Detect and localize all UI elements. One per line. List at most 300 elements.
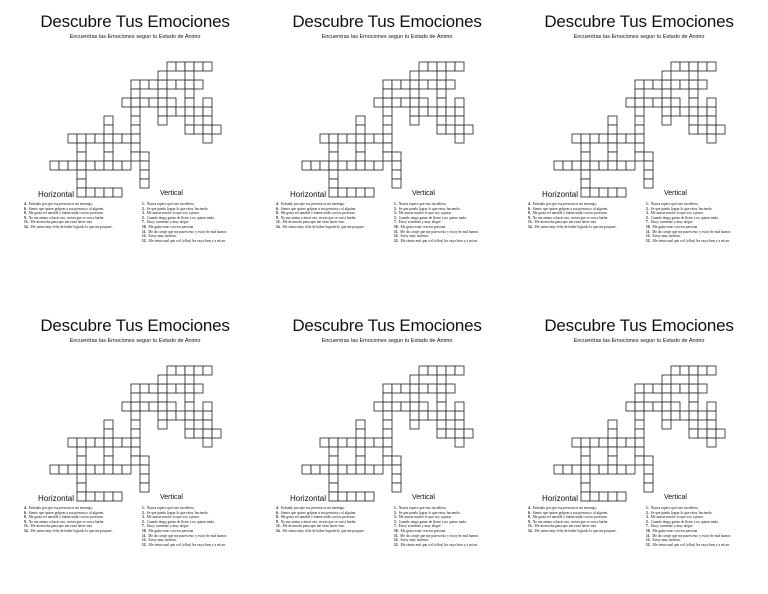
- crossword-cell[interactable]: [401, 80, 410, 89]
- crossword-cell[interactable]: [590, 438, 599, 447]
- crossword-cell[interactable]: [671, 384, 680, 393]
- crossword-cell[interactable]: [176, 80, 185, 89]
- crossword-cell[interactable]: [707, 402, 716, 411]
- crossword-cell[interactable]: [158, 89, 167, 98]
- crossword-cell[interactable]: [689, 393, 698, 402]
- crossword-cell[interactable]: [158, 116, 167, 125]
- crossword-cell[interactable]: [338, 492, 347, 501]
- crossword-cell[interactable]: [140, 80, 149, 89]
- crossword-cell[interactable]: [50, 161, 59, 170]
- crossword-cell[interactable]: [329, 179, 338, 188]
- crossword-cell[interactable]: [356, 447, 365, 456]
- crossword-cell[interactable]: [644, 80, 653, 89]
- crossword-cell[interactable]: [581, 152, 590, 161]
- crossword-cell[interactable]: [464, 429, 473, 438]
- crossword-cell[interactable]: [383, 393, 392, 402]
- crossword-cell[interactable]: [410, 80, 419, 89]
- crossword-cell[interactable]: [356, 161, 365, 170]
- crossword-cell[interactable]: [167, 402, 176, 411]
- crossword-cell[interactable]: [77, 465, 86, 474]
- crossword-cell[interactable]: [689, 411, 698, 420]
- crossword-cell[interactable]: [383, 125, 392, 134]
- crossword-cell[interactable]: [662, 393, 671, 402]
- crossword-cell[interactable]: [356, 188, 365, 197]
- crossword-cell[interactable]: [140, 456, 149, 465]
- crossword-cell[interactable]: [608, 456, 617, 465]
- crossword-cell[interactable]: [329, 152, 338, 161]
- crossword-cell[interactable]: [428, 80, 437, 89]
- crossword-cell[interactable]: [590, 161, 599, 170]
- crossword-cell[interactable]: [671, 366, 680, 375]
- crossword-cell[interactable]: [392, 384, 401, 393]
- crossword-cell[interactable]: [446, 366, 455, 375]
- crossword-cell[interactable]: [401, 98, 410, 107]
- crossword-cell[interactable]: [365, 492, 374, 501]
- crossword-cell[interactable]: [437, 89, 446, 98]
- crossword-cell[interactable]: [455, 134, 464, 143]
- crossword-cell[interactable]: [104, 465, 113, 474]
- crossword-cell[interactable]: [644, 170, 653, 179]
- crossword-cell[interactable]: [383, 438, 392, 447]
- crossword-cell[interactable]: [617, 134, 626, 143]
- crossword-cell[interactable]: [689, 107, 698, 116]
- crossword-cell[interactable]: [329, 134, 338, 143]
- crossword-cell[interactable]: [581, 134, 590, 143]
- crossword-cell[interactable]: [122, 134, 131, 143]
- crossword-cell[interactable]: [194, 80, 203, 89]
- crossword-cell[interactable]: [95, 188, 104, 197]
- crossword-cell[interactable]: [131, 456, 140, 465]
- crossword-cell[interactable]: [167, 62, 176, 71]
- crossword-cell[interactable]: [608, 420, 617, 429]
- crossword-cell[interactable]: [383, 80, 392, 89]
- crossword-cell[interactable]: [140, 179, 149, 188]
- crossword-cell[interactable]: [104, 161, 113, 170]
- crossword-cell[interactable]: [365, 134, 374, 143]
- crossword-cell[interactable]: [410, 420, 419, 429]
- crossword-cell[interactable]: [77, 134, 86, 143]
- crossword-cell[interactable]: [716, 125, 725, 134]
- crossword-cell[interactable]: [86, 492, 95, 501]
- crossword-cell[interactable]: [185, 420, 194, 429]
- crossword-cell[interactable]: [464, 125, 473, 134]
- crossword-cell[interactable]: [707, 134, 716, 143]
- crossword-cell[interactable]: [635, 125, 644, 134]
- crossword-cell[interactable]: [338, 438, 347, 447]
- crossword-cell[interactable]: [77, 474, 86, 483]
- crossword-cell[interactable]: [689, 420, 698, 429]
- crossword-cell[interactable]: [347, 465, 356, 474]
- crossword-cell[interactable]: [68, 465, 77, 474]
- crossword-cell[interactable]: [437, 375, 446, 384]
- crossword-cell[interactable]: [689, 375, 698, 384]
- crossword-cell[interactable]: [635, 447, 644, 456]
- crossword-cell[interactable]: [383, 402, 392, 411]
- crossword-cell[interactable]: [437, 125, 446, 134]
- crossword-cell[interactable]: [572, 438, 581, 447]
- crossword-cell[interactable]: [320, 134, 329, 143]
- crossword-cell[interactable]: [203, 125, 212, 134]
- crossword-cell[interactable]: [689, 80, 698, 89]
- crossword-cell[interactable]: [131, 107, 140, 116]
- crossword-cell[interactable]: [635, 143, 644, 152]
- crossword-cell[interactable]: [410, 107, 419, 116]
- crossword-cell[interactable]: [356, 152, 365, 161]
- crossword-cell[interactable]: [635, 116, 644, 125]
- crossword-cell[interactable]: [635, 107, 644, 116]
- crossword-cell[interactable]: [392, 474, 401, 483]
- crossword-cell[interactable]: [392, 161, 401, 170]
- crossword-cell[interactable]: [131, 411, 140, 420]
- crossword-cell[interactable]: [635, 80, 644, 89]
- crossword-cell[interactable]: [671, 402, 680, 411]
- crossword-cell[interactable]: [392, 465, 401, 474]
- crossword-cell[interactable]: [329, 456, 338, 465]
- crossword-cell[interactable]: [671, 107, 680, 116]
- crossword-cell[interactable]: [455, 62, 464, 71]
- crossword-cell[interactable]: [329, 143, 338, 152]
- crossword-cell[interactable]: [176, 366, 185, 375]
- crossword-cell[interactable]: [194, 411, 203, 420]
- crossword-cell[interactable]: [131, 98, 140, 107]
- crossword-cell[interactable]: [383, 411, 392, 420]
- crossword-cell[interactable]: [113, 188, 122, 197]
- crossword-cell[interactable]: [77, 161, 86, 170]
- crossword-cell[interactable]: [104, 188, 113, 197]
- crossword-cell[interactable]: [581, 474, 590, 483]
- crossword-cell[interactable]: [608, 492, 617, 501]
- crossword-cell[interactable]: [77, 188, 86, 197]
- crossword-cell[interactable]: [662, 402, 671, 411]
- crossword-cell[interactable]: [149, 80, 158, 89]
- crossword-cell[interactable]: [581, 447, 590, 456]
- crossword-cell[interactable]: [374, 161, 383, 170]
- crossword-cell[interactable]: [446, 80, 455, 89]
- crossword-cell[interactable]: [203, 429, 212, 438]
- crossword-cell[interactable]: [689, 402, 698, 411]
- crossword-cell[interactable]: [635, 420, 644, 429]
- crossword-cell[interactable]: [131, 420, 140, 429]
- crossword-cell[interactable]: [455, 411, 464, 420]
- crossword-cell[interactable]: [437, 107, 446, 116]
- crossword-cell[interactable]: [419, 366, 428, 375]
- crossword-cell[interactable]: [392, 402, 401, 411]
- crossword-cell[interactable]: [392, 152, 401, 161]
- crossword-cell[interactable]: [635, 429, 644, 438]
- crossword-cell[interactable]: [419, 384, 428, 393]
- crossword-cell[interactable]: [86, 188, 95, 197]
- crossword-cell[interactable]: [428, 384, 437, 393]
- crossword-cell[interactable]: [203, 98, 212, 107]
- crossword-cell[interactable]: [635, 438, 644, 447]
- crossword-cell[interactable]: [131, 152, 140, 161]
- crossword-cell[interactable]: [581, 170, 590, 179]
- crossword-cell[interactable]: [185, 411, 194, 420]
- crossword-cell[interactable]: [167, 366, 176, 375]
- crossword-cell[interactable]: [212, 429, 221, 438]
- crossword-cell[interactable]: [644, 152, 653, 161]
- crossword-cell[interactable]: [410, 89, 419, 98]
- crossword-cell[interactable]: [662, 116, 671, 125]
- crossword-cell[interactable]: [158, 98, 167, 107]
- crossword-cell[interactable]: [446, 384, 455, 393]
- crossword-cell[interactable]: [104, 456, 113, 465]
- crossword-cell[interactable]: [707, 107, 716, 116]
- crossword-cell[interactable]: [581, 456, 590, 465]
- crossword-cell[interactable]: [455, 438, 464, 447]
- crossword-cell[interactable]: [662, 80, 671, 89]
- crossword-cell[interactable]: [608, 438, 617, 447]
- crossword-cell[interactable]: [104, 143, 113, 152]
- crossword-cell[interactable]: [626, 465, 635, 474]
- crossword-cell[interactable]: [140, 161, 149, 170]
- crossword-cell[interactable]: [554, 161, 563, 170]
- crossword-cell[interactable]: [671, 62, 680, 71]
- crossword-cell[interactable]: [113, 492, 122, 501]
- crossword-cell[interactable]: [446, 125, 455, 134]
- crossword-cell[interactable]: [203, 402, 212, 411]
- crossword-cell[interactable]: [167, 98, 176, 107]
- crossword-cell[interactable]: [599, 492, 608, 501]
- crossword-cell[interactable]: [149, 402, 158, 411]
- crossword-cell[interactable]: [581, 143, 590, 152]
- crossword-cell[interactable]: [185, 62, 194, 71]
- crossword-cell[interactable]: [707, 420, 716, 429]
- crossword-cell[interactable]: [347, 492, 356, 501]
- crossword-cell[interactable]: [554, 465, 563, 474]
- crossword-cell[interactable]: [356, 456, 365, 465]
- crossword-cell[interactable]: [167, 107, 176, 116]
- crossword-cell[interactable]: [392, 98, 401, 107]
- crossword-cell[interactable]: [635, 411, 644, 420]
- crossword-cell[interactable]: [707, 98, 716, 107]
- crossword-cell[interactable]: [662, 89, 671, 98]
- crossword-cell[interactable]: [653, 384, 662, 393]
- crossword-cell[interactable]: [185, 80, 194, 89]
- crossword-cell[interactable]: [383, 429, 392, 438]
- crossword-cell[interactable]: [644, 483, 653, 492]
- crossword-cell[interactable]: [176, 411, 185, 420]
- crossword-cell[interactable]: [446, 62, 455, 71]
- crossword-cell[interactable]: [365, 188, 374, 197]
- crossword-cell[interactable]: [95, 438, 104, 447]
- crossword-cell[interactable]: [392, 179, 401, 188]
- crossword-cell[interactable]: [365, 438, 374, 447]
- crossword-cell[interactable]: [77, 447, 86, 456]
- crossword-cell[interactable]: [77, 143, 86, 152]
- crossword-cell[interactable]: [104, 134, 113, 143]
- crossword-cell[interactable]: [86, 465, 95, 474]
- crossword-cell[interactable]: [680, 80, 689, 89]
- crossword-cell[interactable]: [707, 429, 716, 438]
- crossword-cell[interactable]: [401, 384, 410, 393]
- crossword-cell[interactable]: [455, 429, 464, 438]
- crossword-cell[interactable]: [149, 384, 158, 393]
- crossword-cell[interactable]: [419, 98, 428, 107]
- crossword-cell[interactable]: [437, 98, 446, 107]
- crossword-cell[interactable]: [122, 465, 131, 474]
- crossword-cell[interactable]: [644, 384, 653, 393]
- crossword-cell[interactable]: [635, 134, 644, 143]
- crossword-cell[interactable]: [140, 152, 149, 161]
- crossword-cell[interactable]: [608, 125, 617, 134]
- crossword-cell[interactable]: [608, 161, 617, 170]
- crossword-cell[interactable]: [131, 393, 140, 402]
- crossword-cell[interactable]: [113, 465, 122, 474]
- crossword-cell[interactable]: [320, 465, 329, 474]
- crossword-cell[interactable]: [77, 170, 86, 179]
- crossword-cell[interactable]: [455, 107, 464, 116]
- crossword-cell[interactable]: [158, 71, 167, 80]
- crossword-cell[interactable]: [356, 429, 365, 438]
- crossword-cell[interactable]: [338, 161, 347, 170]
- crossword-cell[interactable]: [356, 134, 365, 143]
- crossword-cell[interactable]: [158, 80, 167, 89]
- crossword-cell[interactable]: [356, 143, 365, 152]
- crossword-cell[interactable]: [356, 465, 365, 474]
- crossword-cell[interactable]: [689, 125, 698, 134]
- crossword-cell[interactable]: [383, 134, 392, 143]
- crossword-cell[interactable]: [581, 188, 590, 197]
- crossword-cell[interactable]: [383, 107, 392, 116]
- crossword-cell[interactable]: [635, 393, 644, 402]
- crossword-cell[interactable]: [599, 134, 608, 143]
- crossword-cell[interactable]: [698, 62, 707, 71]
- crossword-cell[interactable]: [401, 402, 410, 411]
- crossword-cell[interactable]: [446, 411, 455, 420]
- crossword-cell[interactable]: [320, 161, 329, 170]
- crossword-cell[interactable]: [437, 384, 446, 393]
- crossword-cell[interactable]: [86, 161, 95, 170]
- crossword-cell[interactable]: [167, 384, 176, 393]
- crossword-cell[interactable]: [185, 429, 194, 438]
- crossword-cell[interactable]: [662, 411, 671, 420]
- crossword-cell[interactable]: [572, 465, 581, 474]
- crossword-cell[interactable]: [455, 125, 464, 134]
- crossword-cell[interactable]: [392, 170, 401, 179]
- crossword-cell[interactable]: [446, 107, 455, 116]
- crossword-cell[interactable]: [158, 411, 167, 420]
- crossword-cell[interactable]: [446, 429, 455, 438]
- crossword-cell[interactable]: [437, 429, 446, 438]
- crossword-cell[interactable]: [329, 188, 338, 197]
- crossword-cell[interactable]: [689, 89, 698, 98]
- crossword-cell[interactable]: [194, 429, 203, 438]
- crossword-cell[interactable]: [662, 384, 671, 393]
- crossword-cell[interactable]: [320, 438, 329, 447]
- crossword-cell[interactable]: [698, 384, 707, 393]
- crossword-cell[interactable]: [617, 492, 626, 501]
- crossword-cell[interactable]: [140, 98, 149, 107]
- crossword-cell[interactable]: [329, 438, 338, 447]
- crossword-cell[interactable]: [563, 161, 572, 170]
- crossword-cell[interactable]: [428, 107, 437, 116]
- crossword-cell[interactable]: [635, 384, 644, 393]
- crossword-cell[interactable]: [383, 98, 392, 107]
- crossword-cell[interactable]: [662, 98, 671, 107]
- crossword-cell[interactable]: [410, 384, 419, 393]
- crossword-cell[interactable]: [131, 134, 140, 143]
- crossword-cell[interactable]: [95, 465, 104, 474]
- crossword-cell[interactable]: [671, 80, 680, 89]
- crossword-cell[interactable]: [203, 134, 212, 143]
- crossword-cell[interactable]: [617, 188, 626, 197]
- crossword-cell[interactable]: [437, 402, 446, 411]
- crossword-cell[interactable]: [626, 161, 635, 170]
- crossword-cell[interactable]: [356, 125, 365, 134]
- crossword-cell[interactable]: [383, 384, 392, 393]
- crossword-cell[interactable]: [347, 161, 356, 170]
- crossword-cell[interactable]: [95, 161, 104, 170]
- crossword-cell[interactable]: [617, 438, 626, 447]
- crossword-cell[interactable]: [140, 170, 149, 179]
- crossword-cell[interactable]: [644, 402, 653, 411]
- crossword-cell[interactable]: [428, 366, 437, 375]
- crossword-cell[interactable]: [374, 402, 383, 411]
- crossword-cell[interactable]: [410, 116, 419, 125]
- crossword-cell[interactable]: [392, 483, 401, 492]
- crossword-cell[interactable]: [194, 366, 203, 375]
- crossword-cell[interactable]: [392, 80, 401, 89]
- crossword-cell[interactable]: [419, 402, 428, 411]
- crossword-cell[interactable]: [131, 125, 140, 134]
- crossword-cell[interactable]: [329, 483, 338, 492]
- crossword-cell[interactable]: [671, 411, 680, 420]
- crossword-cell[interactable]: [608, 152, 617, 161]
- crossword-cell[interactable]: [203, 62, 212, 71]
- crossword-cell[interactable]: [383, 89, 392, 98]
- crossword-cell[interactable]: [707, 411, 716, 420]
- crossword-cell[interactable]: [77, 456, 86, 465]
- crossword-cell[interactable]: [410, 411, 419, 420]
- crossword-cell[interactable]: [410, 402, 419, 411]
- crossword-cell[interactable]: [356, 492, 365, 501]
- crossword-cell[interactable]: [635, 89, 644, 98]
- crossword-cell[interactable]: [365, 161, 374, 170]
- crossword-cell[interactable]: [581, 438, 590, 447]
- crossword-cell[interactable]: [104, 492, 113, 501]
- crossword-cell[interactable]: [302, 465, 311, 474]
- crossword-cell[interactable]: [86, 438, 95, 447]
- crossword-cell[interactable]: [437, 393, 446, 402]
- crossword-cell[interactable]: [635, 456, 644, 465]
- crossword-cell[interactable]: [635, 152, 644, 161]
- crossword-cell[interactable]: [68, 161, 77, 170]
- crossword-cell[interactable]: [653, 80, 662, 89]
- crossword-cell[interactable]: [374, 98, 383, 107]
- crossword-cell[interactable]: [104, 438, 113, 447]
- crossword-cell[interactable]: [140, 465, 149, 474]
- crossword-cell[interactable]: [581, 161, 590, 170]
- crossword-cell[interactable]: [680, 384, 689, 393]
- crossword-cell[interactable]: [617, 465, 626, 474]
- crossword-cell[interactable]: [689, 429, 698, 438]
- crossword-cell[interactable]: [302, 161, 311, 170]
- crossword-cell[interactable]: [167, 411, 176, 420]
- crossword-cell[interactable]: [608, 188, 617, 197]
- crossword-cell[interactable]: [185, 71, 194, 80]
- crossword-cell[interactable]: [437, 62, 446, 71]
- crossword-cell[interactable]: [338, 188, 347, 197]
- crossword-cell[interactable]: [707, 62, 716, 71]
- crossword-cell[interactable]: [608, 465, 617, 474]
- crossword-cell[interactable]: [428, 62, 437, 71]
- crossword-cell[interactable]: [158, 420, 167, 429]
- crossword-cell[interactable]: [419, 62, 428, 71]
- crossword-cell[interactable]: [383, 447, 392, 456]
- crossword-cell[interactable]: [608, 447, 617, 456]
- crossword-cell[interactable]: [95, 134, 104, 143]
